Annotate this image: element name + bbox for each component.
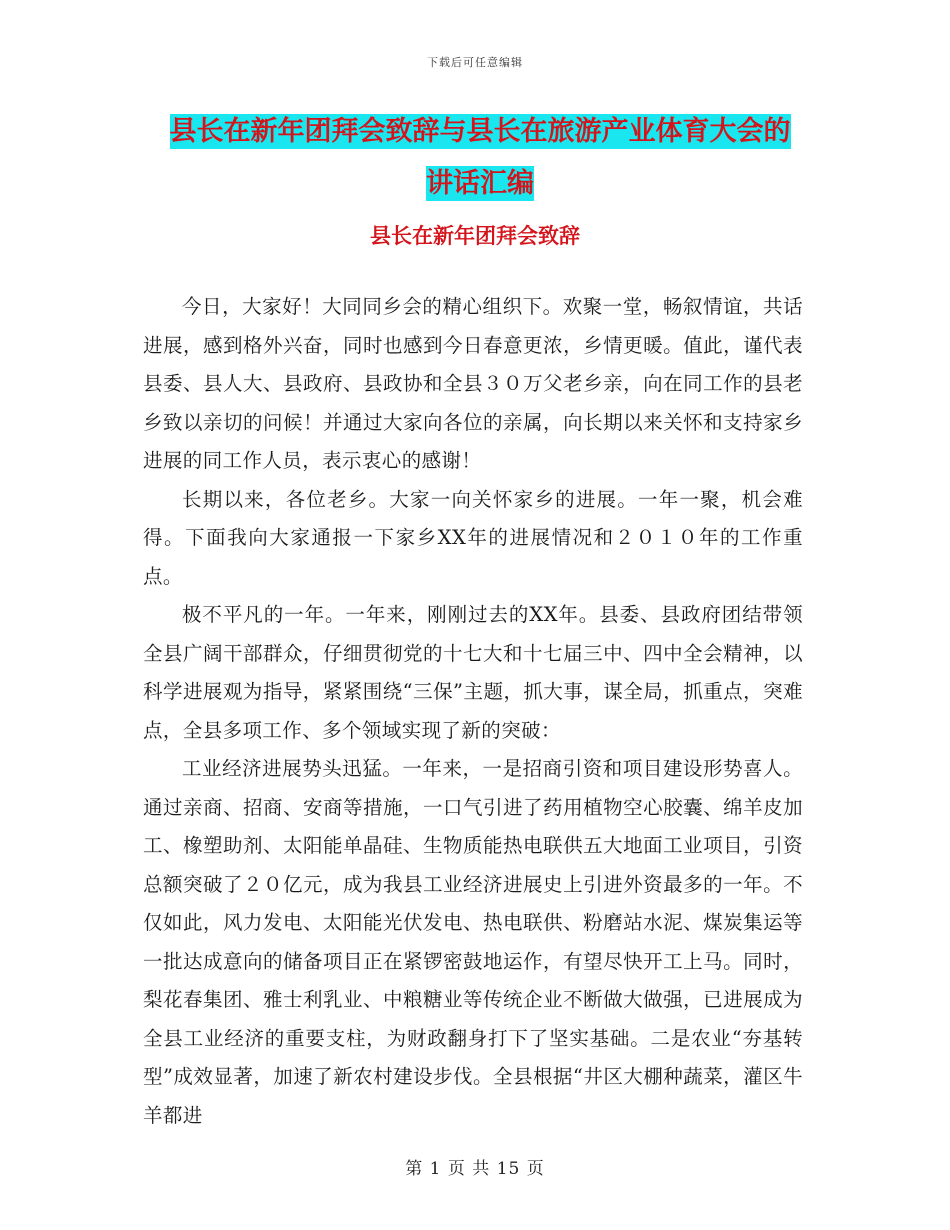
header-note: 下载后可任意编辑 — [427, 56, 523, 69]
document-title — [140, 106, 820, 210]
paragraph: 长期以来，各位老乡。大家一向关怀家乡的进展。一年一聚，机会难得。下面我向大家通报一下家乡XX年的进展情况和２０１０年的工作重点。 — [143, 487, 803, 588]
paragraph: 今日，大家好！大同同乡会的精心组织下。欢聚一堂，畅叙情谊，共话进展，感到格外兴奋，同时也感到今日春意更浓，乡情更暖。值此，谨代表县委、县人大、县政府、县政协和全县３０万父老乡亲，向在同工作的县老乡致以亲切的问候！并通过大家向各位的亲属，向长期以来关怀和支持家乡进展的同工作人员，表示衷心的感谢！ — [143, 295, 803, 472]
body-text — [143, 288, 803, 1135]
page-number: 第 1 页 共 15 页 — [405, 1159, 545, 1179]
section-title: 县长在新年团拜会致辞 — [370, 224, 580, 248]
paragraph: 工业经济进展势头迅猛。一年来，一是招商引资和项目建设形势喜人。通过亲商、招商、安商等措施，一口气引进了药用植物空心胶囊、绵羊皮加工、橡塑助剂、太阳能单晶硅、生物质能热电联供五大地面工业项目，引资总额突破了２０亿元，成为我县工业经济进展史上引进外资最多的一年。不仅如此，风力发电、太阳能光伏发电、热电联供、粉磨站水泥、煤炭集运等一批达成意向的储备项目正在紧锣密鼓地运作，有望尽快开工上马。同时，梨花春集团、雅士利乳业、中粮糖业等传统企业不断做大做强，已进展成为全县工业经济的重要支柱，为财政翻身打下了坚实基础。二是农业“夯基转型”成效显著，加速了新农村建设步伐。全县根据“井区大棚种蔬菜，灌区牛羊都进 — [143, 757, 803, 1127]
document-title-line2: 讲话汇编 — [426, 168, 534, 199]
paragraph: 极不平凡的一年。一年来，刚刚过去的XX年。县委、县政府团结带领全县广阔干部群众，仔细贯彻党的十七大和十七届三中、四中全会精神，以科学进展观为指导，紧紧围绕“三保”主题，抓大事，谋全局，抓重点，突难点，全县多项工作、多个领域实现了新的突破： — [143, 603, 803, 742]
document-title-line1: 县长在新年团拜会致辞与县长在旅游产业体育大会的 — [169, 116, 791, 147]
